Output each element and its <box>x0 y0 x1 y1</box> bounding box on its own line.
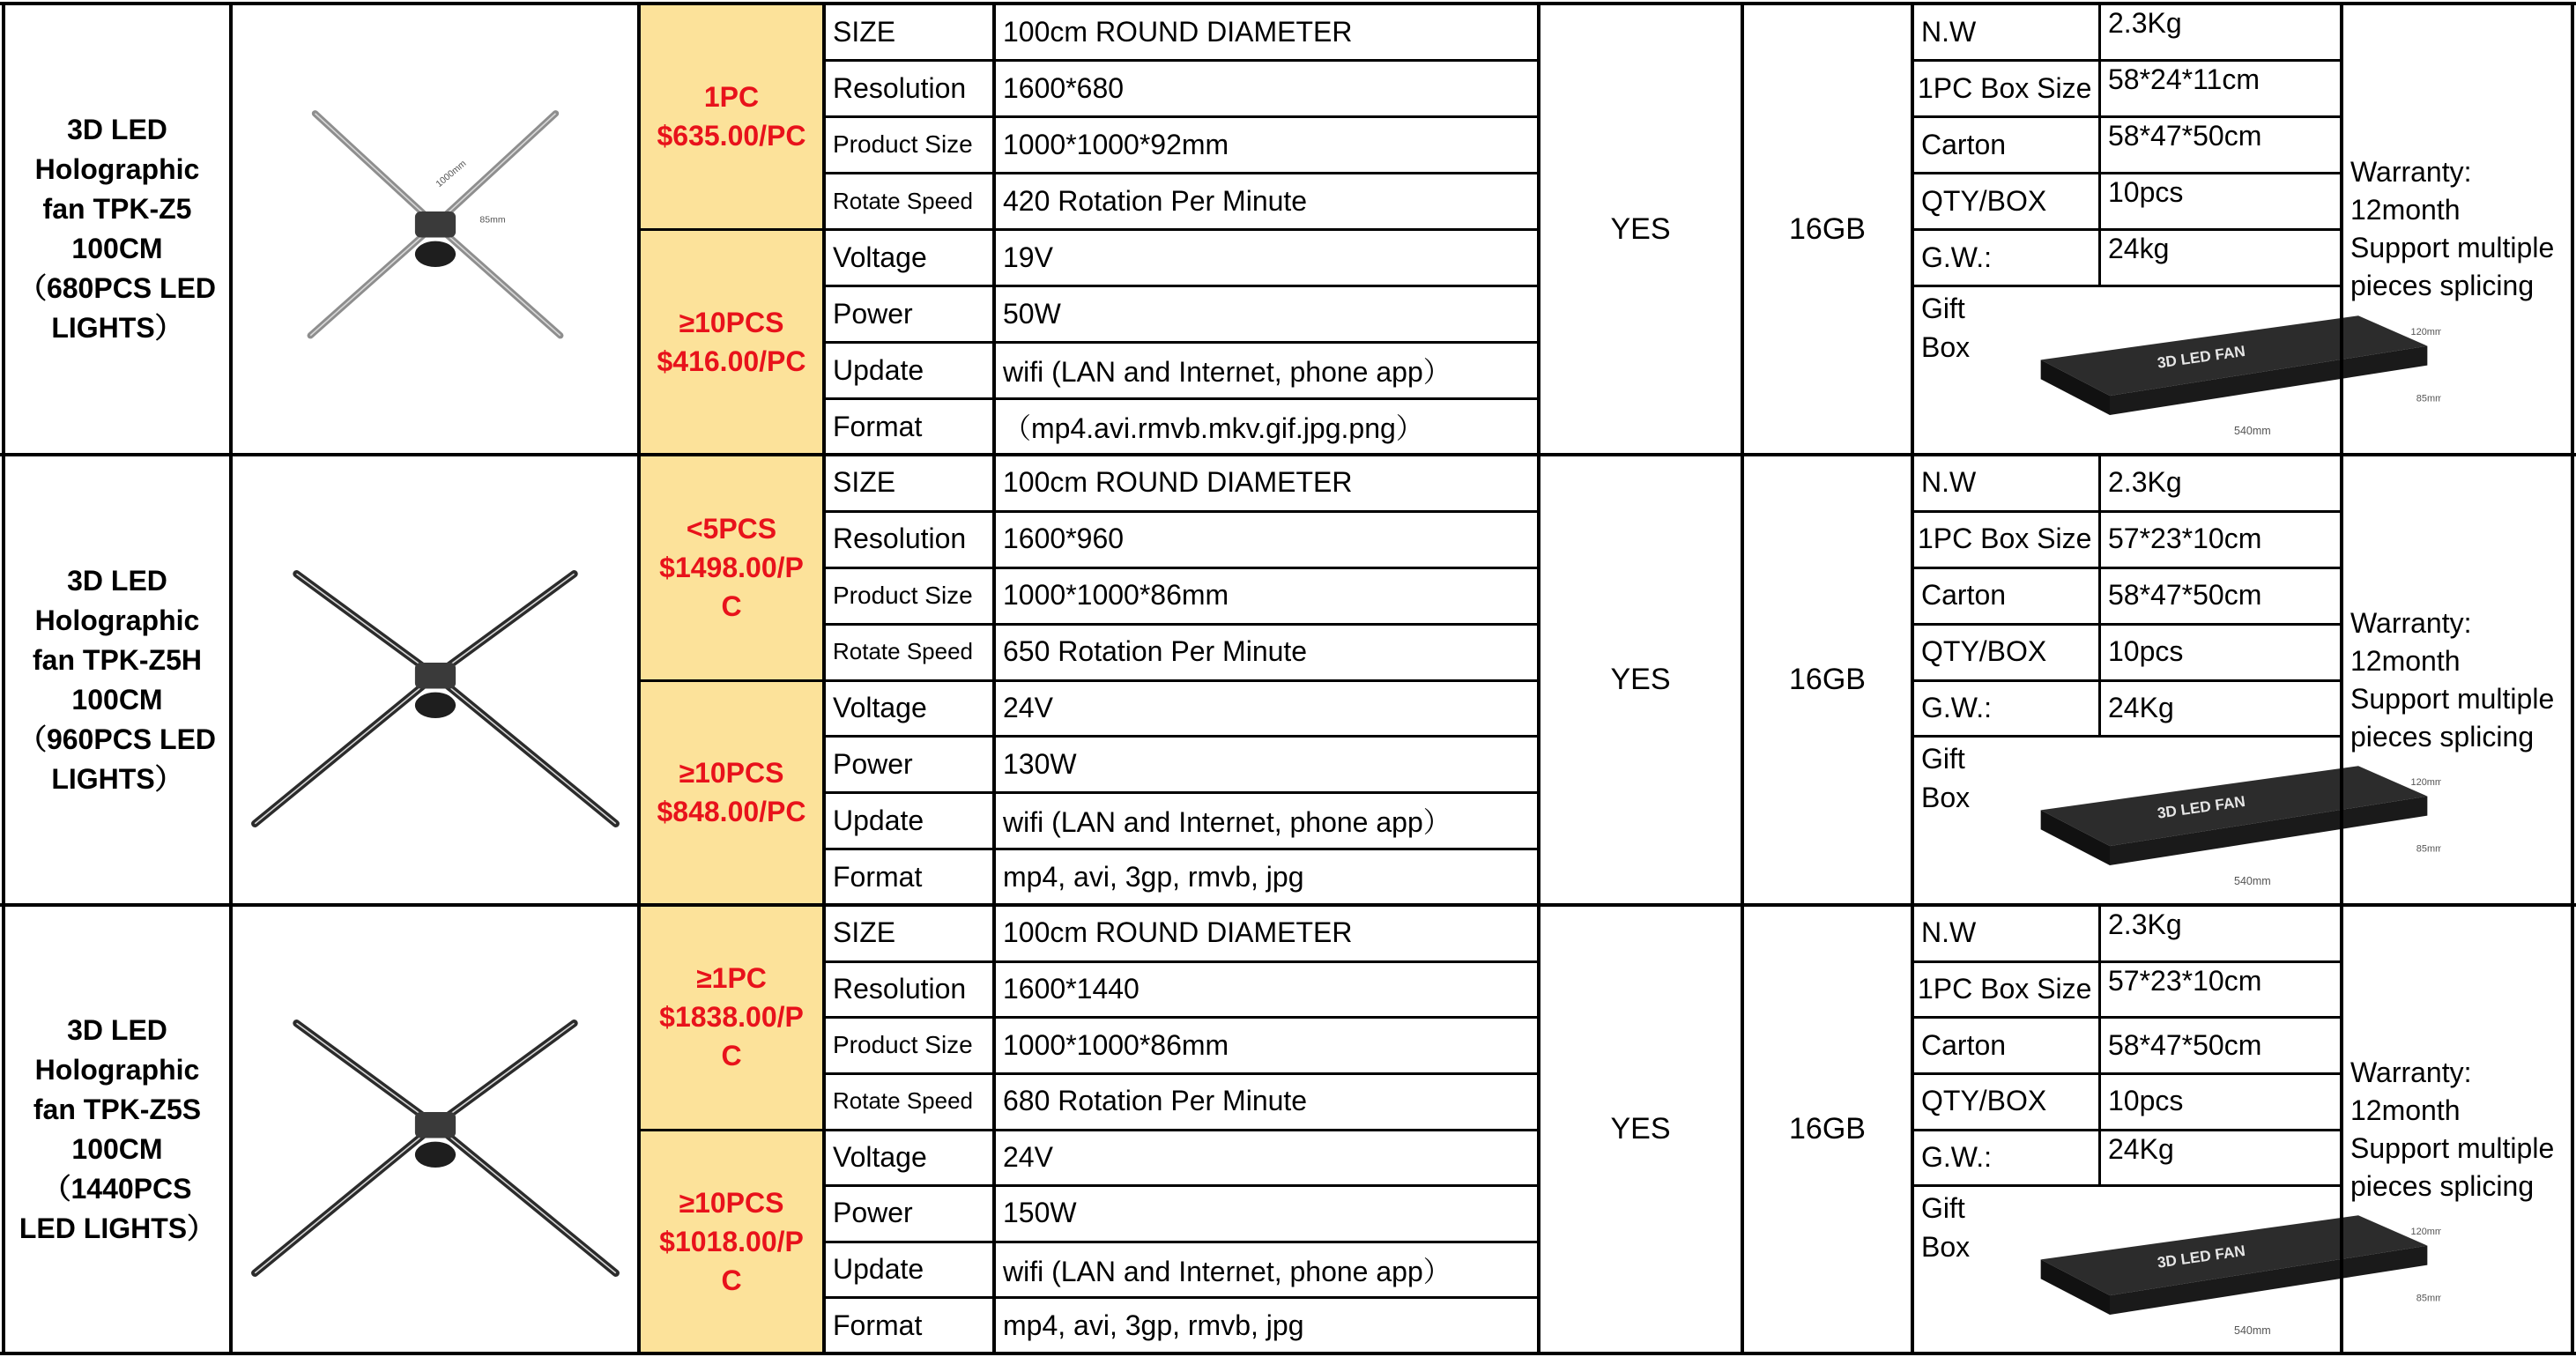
price-tier-1-text <box>657 78 805 155</box>
price-tier-2-line: C <box>721 1264 742 1296</box>
spec-row-divider <box>824 1129 1539 1131</box>
pack-column-divider <box>2098 4 2101 285</box>
spec-voltage-value: 24V <box>1003 691 1053 723</box>
fan-blade-highlight <box>310 225 435 336</box>
warranty-text <box>2350 604 2554 756</box>
fan-blade-highlight <box>435 225 560 336</box>
spec-resolution-label: Resolution <box>833 523 967 555</box>
product-name-line: （680PCS LED <box>18 272 217 304</box>
spec-rotate-speed-label: Rotate Speed <box>833 638 974 665</box>
fan-blade-highlight <box>255 675 435 823</box>
pack-nw-value: 2.3Kg <box>2108 908 2182 940</box>
row-border <box>0 453 2576 456</box>
spec-product-size-label: Product Size <box>833 581 973 609</box>
spec-row-divider <box>824 567 1539 569</box>
spec-format-value: mp4, avi, 3gp, rmvb, jpg <box>1003 860 1304 893</box>
spec-row-divider <box>824 623 1539 626</box>
price-tier-1-line: ≥1PC <box>696 962 767 995</box>
spec-row-divider <box>824 1016 1539 1019</box>
gift-box-logo: 3D LED FAN <box>2156 792 2246 823</box>
product-image <box>231 905 639 1353</box>
spec-power-label: Power <box>833 1197 913 1229</box>
pack-row-divider <box>1912 960 2342 963</box>
column-border <box>637 2 641 1355</box>
hologram-fan-image <box>250 962 620 1297</box>
spec-row-divider <box>824 285 1539 287</box>
spec-row-divider <box>824 1072 1539 1075</box>
price-tier-1-line: $1838.00/P <box>659 1001 804 1034</box>
fan-blade-highlight <box>435 574 575 676</box>
pack-gw-label: G.W.: <box>1921 1140 1992 1173</box>
product-name-text <box>19 561 216 799</box>
warranty-line: Support multiple <box>2350 232 2555 263</box>
price-tier-1-text <box>659 959 804 1075</box>
gift-box-dimension: 85mm <box>2416 1293 2441 1304</box>
fan-blade-highlight <box>435 1124 616 1272</box>
price-tier-2-line: ≥10PCS <box>679 757 784 790</box>
spec-product-size-value: 1000*1000*86mm <box>1003 1028 1229 1061</box>
pack-row-divider <box>1912 172 2342 174</box>
pack-row-divider <box>1912 115 2342 118</box>
spec-product-size-value: 1000*1000*92mm <box>1003 128 1229 160</box>
spec-update-label: Update <box>833 353 924 386</box>
spec-format-value: mp4, avi, 3gp, rmvb, jpg <box>1003 1309 1304 1341</box>
warranty-info <box>2342 455 2572 905</box>
gift-box-dimension: 540mm <box>2234 1324 2271 1338</box>
spec-rotate-speed-value: 420 Rotation Per Minute <box>1003 184 1308 217</box>
price-tier-2-text <box>659 1183 804 1300</box>
product-name-line: Holographic <box>34 1053 200 1086</box>
gift-box-picture <box>2027 1203 2441 1345</box>
product-name-line: LIGHTS） <box>51 312 183 344</box>
spec-format-label: Format <box>833 410 923 442</box>
column-border <box>2 2 5 1355</box>
warranty-line: pieces splicing <box>2350 270 2535 301</box>
price-tier-1 <box>639 4 824 229</box>
spec-voltage-value: 19V <box>1003 241 1053 273</box>
spec-resolution-value: 1600*960 <box>1003 523 1125 555</box>
price-tier-1 <box>639 455 824 680</box>
product-name-line: fan TPK-Z5S <box>33 1093 202 1125</box>
column-border <box>822 2 826 1355</box>
spec-row-divider <box>824 341 1539 344</box>
pack-gw-label: G.W.: <box>1921 241 1992 273</box>
price-tier-1-line: 1PC <box>703 81 760 113</box>
product-name-line: Holographic <box>34 153 200 185</box>
column-border <box>2340 2 2343 1355</box>
spec-rotate-speed-value: 680 Rotation Per Minute <box>1003 1085 1308 1117</box>
pack-qty-label: QTY/BOX <box>1921 635 2047 668</box>
gift-box-picture <box>2027 753 2441 896</box>
price-divider <box>639 1129 824 1131</box>
spec-row-divider <box>824 1184 1539 1187</box>
spec-rotate-speed-value: 650 Rotation Per Minute <box>1003 635 1308 668</box>
pack-row-divider <box>1912 1072 2342 1075</box>
pack-column-divider <box>2098 905 2101 1185</box>
spec-format-label: Format <box>833 860 923 893</box>
hologram-fan-image <box>250 62 620 397</box>
product-name-text <box>19 1011 215 1249</box>
pack-qty-label: QTY/BOX <box>1921 184 2047 217</box>
gift-box-logo: 3D LED FAN <box>2156 1242 2246 1272</box>
warranty-line: 12month <box>2350 194 2461 226</box>
pack-qty-label: QTY/BOX <box>1921 1085 2047 1117</box>
warranty-line: pieces splicing <box>2350 1169 2535 1202</box>
product-name-line: 3D LED <box>67 114 167 145</box>
pack-row-divider <box>1912 1129 2342 1131</box>
spec-size-value: 100cm ROUND DIAMETER <box>1003 15 1353 48</box>
pack-column-divider <box>2098 455 2101 736</box>
spec-update-label: Update <box>833 1253 924 1286</box>
price-tier-2 <box>639 229 824 455</box>
warranty-line: Support multiple <box>2350 682 2555 715</box>
column-border <box>1911 2 1914 1355</box>
hologram-fan-image <box>250 513 620 848</box>
warranty-text <box>2350 1054 2554 1205</box>
warranty-line: pieces splicing <box>2350 720 2535 753</box>
column-border <box>1741 2 1744 1355</box>
pack-row-divider <box>1912 1184 2342 1187</box>
product-name-line: 100CM <box>71 1132 163 1165</box>
spec-row-divider <box>824 679 1539 682</box>
pack-row-divider <box>1912 510 2342 513</box>
pack-qty-value: 10pcs <box>2108 176 2184 208</box>
product-name-line: 100CM <box>71 683 163 716</box>
gift-box-label-line: Box <box>1921 1231 1971 1264</box>
gift-box-label <box>1912 285 2018 455</box>
spec-update-value: wifi (LAN and Internet, phone app） <box>1003 806 1451 839</box>
spec-resolution-value: 1600*1440 <box>1003 972 1140 1005</box>
price-tier-1-text <box>659 509 804 626</box>
price-tier-2-line: ≥10PCS <box>679 1186 784 1219</box>
pack-gw-value: 24kg <box>2108 233 2170 264</box>
fan-hub <box>414 663 455 688</box>
spec-update-value: wifi (LAN and Internet, phone app） <box>1003 356 1451 388</box>
gift-box-dimension: 120mm <box>2410 777 2441 789</box>
pack-row-divider <box>1912 285 2342 287</box>
spec-power-label: Power <box>833 297 913 330</box>
spec-size-label: SIZE <box>833 15 896 48</box>
spec-size-value: 100cm ROUND DIAMETER <box>1003 466 1353 499</box>
gift-box-label-line: Box <box>1921 331 1971 363</box>
gift-box-dimension: 120mm <box>2410 327 2441 338</box>
fan-dimension-label: 1000mm <box>433 158 468 190</box>
price-tier-2-text <box>657 303 805 381</box>
warranty-line: Support multiple <box>2350 1131 2555 1164</box>
spec-product-size-value: 1000*1000*86mm <box>1003 579 1229 612</box>
memory: 16GB <box>1789 211 1866 246</box>
spec-row-divider <box>824 848 1539 850</box>
price-tier-2 <box>639 680 824 906</box>
pack-box-size-label: 1PC Box Size <box>1918 523 2092 555</box>
spec-update-label: Update <box>833 804 924 836</box>
price-tier-1-line: <5PCS <box>686 512 777 545</box>
spec-voltage-label: Voltage <box>833 1140 927 1173</box>
spec-row-divider <box>824 791 1539 794</box>
pack-nw-label: N.W <box>1921 916 1977 949</box>
pack-gw-value: 24Kg <box>2108 1132 2174 1165</box>
spec-rotate-speed-label: Rotate Speed <box>833 1087 974 1115</box>
spec-format-label: Format <box>833 1309 923 1341</box>
product-name-line: 3D LED <box>67 1013 167 1046</box>
product-name <box>4 905 231 1353</box>
price-tier-2-line: $848.00/PC <box>657 796 806 828</box>
gift-box-dimension: 540mm <box>2234 424 2271 437</box>
fan-blade-highlight <box>296 574 435 676</box>
spec-power-value: 50W <box>1003 297 1061 330</box>
spec-format-value: （mp4.avi.rmvb.mkv.gif.jpg.png） <box>1003 412 1424 444</box>
pack-nw-value: 2.3Kg <box>2108 466 2182 499</box>
price-tier-1-line: $1498.00/P <box>659 551 804 583</box>
fan-motor <box>414 692 455 717</box>
row-border <box>0 903 2576 907</box>
product-image <box>231 4 639 455</box>
app-support: YES <box>1610 211 1671 246</box>
spec-voltage-label: Voltage <box>833 241 927 273</box>
pack-carton-label: Carton <box>1921 128 2007 160</box>
pack-carton-label: Carton <box>1921 579 2007 612</box>
fan-blade-highlight <box>435 1023 575 1125</box>
product-name-line: fan TPK-Z5 <box>42 193 192 225</box>
fan-blade-highlight <box>255 1124 435 1272</box>
pack-box-size-value: 57*23*10cm <box>2108 523 2262 555</box>
fan-motor <box>414 241 455 267</box>
price-tier-2-line: ≥10PCS <box>679 307 784 338</box>
column-border <box>2571 2 2574 1355</box>
pack-box-size-value: 58*24*11cm <box>2108 63 2260 95</box>
product-name-text <box>19 110 216 348</box>
product-name-line: （960PCS LED <box>18 723 217 755</box>
column-border <box>1537 2 1540 1355</box>
fan-dimension-label: 85mm <box>479 214 506 226</box>
pack-nw-value: 2.3Kg <box>2108 7 2182 39</box>
warranty-info <box>2342 905 2572 1353</box>
fan-hub <box>414 211 455 237</box>
row-border <box>0 2 2576 5</box>
warranty-info <box>2342 4 2572 455</box>
pack-box-size-label: 1PC Box Size <box>1918 71 2092 104</box>
price-tier-1-line: $635.00/PC <box>657 120 806 152</box>
price-tier-2-line: $1018.00/P <box>659 1225 804 1257</box>
fan-blade-highlight <box>296 1023 435 1125</box>
spec-resolution-label: Resolution <box>833 972 967 1005</box>
spec-product-size-label: Product Size <box>833 1031 973 1059</box>
price-tier-2-text <box>657 753 805 831</box>
column-border <box>992 2 996 1355</box>
spec-row-divider <box>824 960 1539 963</box>
gift-box-dimension: 85mm <box>2416 393 2441 404</box>
pack-gw-value: 24Kg <box>2108 691 2174 723</box>
gift-box-label-line: Gift <box>1921 293 1965 324</box>
app-support: YES <box>1610 1112 1671 1146</box>
spec-size-value: 100cm ROUND DIAMETER <box>1003 916 1353 949</box>
spec-row-divider <box>824 735 1539 738</box>
price-tier-1-line: C <box>721 1040 742 1072</box>
warranty-line: Warranty: <box>2350 156 2472 188</box>
pack-row-divider <box>1912 567 2342 569</box>
product-name-line: LED LIGHTS） <box>19 1212 216 1244</box>
gift-box-label-line: Gift <box>1921 1192 1965 1225</box>
spec-voltage-value: 24V <box>1003 1140 1053 1173</box>
pack-row-divider <box>1912 623 2342 626</box>
column-border <box>229 2 233 1355</box>
gift-box-picture <box>2027 303 2441 446</box>
gift-box-label <box>1912 1185 2018 1353</box>
spec-rotate-speed-label: Rotate Speed <box>833 187 974 214</box>
price-tier-1 <box>639 905 824 1130</box>
gift-box-logo: 3D LED FAN <box>2156 341 2246 372</box>
fan-hub <box>414 1112 455 1138</box>
product-name-line: LIGHTS） <box>51 762 183 795</box>
gift-box-dimension: 120mm <box>2410 1227 2441 1238</box>
product-name-line: （1440PCS <box>42 1172 192 1205</box>
gift-box-dimension: 85mm <box>2416 843 2441 855</box>
pack-qty-value: 10pcs <box>2108 1085 2184 1117</box>
price-tier-2-line: $416.00/PC <box>657 345 806 377</box>
spec-power-value: 150W <box>1003 1197 1077 1229</box>
product-name-line: 100CM <box>71 233 163 264</box>
pack-row-divider <box>1912 59 2342 62</box>
product-name-line: Holographic <box>34 604 200 636</box>
pack-row-divider <box>1912 1016 2342 1019</box>
memory: 16GB <box>1789 663 1866 696</box>
product-name <box>4 4 231 455</box>
product-name-line: 3D LED <box>67 564 167 597</box>
spec-resolution-label: Resolution <box>833 71 967 104</box>
memory: 16GB <box>1789 1112 1866 1146</box>
spec-size-label: SIZE <box>833 916 896 949</box>
gift-box-label-line: Gift <box>1921 743 1965 775</box>
spec-row-divider <box>824 510 1539 513</box>
pack-row-divider <box>1912 679 2342 682</box>
price-tier-2 <box>639 1130 824 1354</box>
product-name <box>4 455 231 905</box>
pack-carton-value: 58*47*50cm <box>2108 579 2262 612</box>
price-divider <box>639 228 824 231</box>
spec-resolution-value: 1600*680 <box>1003 71 1125 104</box>
pack-row-divider <box>1912 228 2342 231</box>
price-tier-1-line: C <box>721 590 742 622</box>
fan-blade-highlight <box>435 675 616 823</box>
gift-box-dimension: 540mm <box>2234 875 2271 888</box>
fan-motor <box>414 1141 455 1167</box>
pack-carton-value: 58*47*50cm <box>2108 1028 2262 1061</box>
pack-row-divider <box>1912 735 2342 738</box>
spec-row-divider <box>824 1296 1539 1299</box>
spec-row-divider <box>824 59 1539 62</box>
spec-power-label: Power <box>833 747 913 780</box>
pack-box-size-value: 57*23*10cm <box>2108 964 2262 997</box>
price-divider <box>639 679 824 682</box>
pack-gw-label: G.W.: <box>1921 691 1992 723</box>
warranty-line: 12month <box>2350 1094 2461 1126</box>
pack-box-size-label: 1PC Box Size <box>1918 972 2092 1005</box>
spec-row-divider <box>824 1241 1539 1243</box>
gift-box-label-line: Box <box>1921 782 1971 814</box>
pack-carton-value: 58*47*50cm <box>2108 120 2262 152</box>
app-support: YES <box>1610 663 1671 696</box>
spec-power-value: 130W <box>1003 747 1077 780</box>
spec-row-divider <box>824 172 1539 174</box>
warranty-line: Warranty: <box>2350 606 2472 639</box>
pack-nw-label: N.W <box>1921 15 1977 48</box>
gift-box-label <box>1912 736 2018 905</box>
pack-qty-value: 10pcs <box>2108 635 2184 668</box>
product-image <box>231 455 639 905</box>
spec-voltage-label: Voltage <box>833 691 927 723</box>
spec-row-divider <box>824 228 1539 231</box>
product-name-line: fan TPK-Z5H <box>33 643 202 676</box>
warranty-text <box>2350 153 2554 305</box>
spec-row-divider <box>824 397 1539 400</box>
fan-blade-highlight <box>315 114 435 225</box>
pack-carton-label: Carton <box>1921 1028 2007 1061</box>
warranty-line: Warranty: <box>2350 1056 2472 1088</box>
spec-update-value: wifi (LAN and Internet, phone app） <box>1003 1255 1451 1287</box>
pack-nw-label: N.W <box>1921 466 1977 499</box>
spec-size-label: SIZE <box>833 466 896 499</box>
table-bottom-border <box>0 1352 2576 1355</box>
spec-product-size-label: Product Size <box>833 130 973 158</box>
spec-row-divider <box>824 115 1539 118</box>
warranty-line: 12month <box>2350 644 2461 677</box>
